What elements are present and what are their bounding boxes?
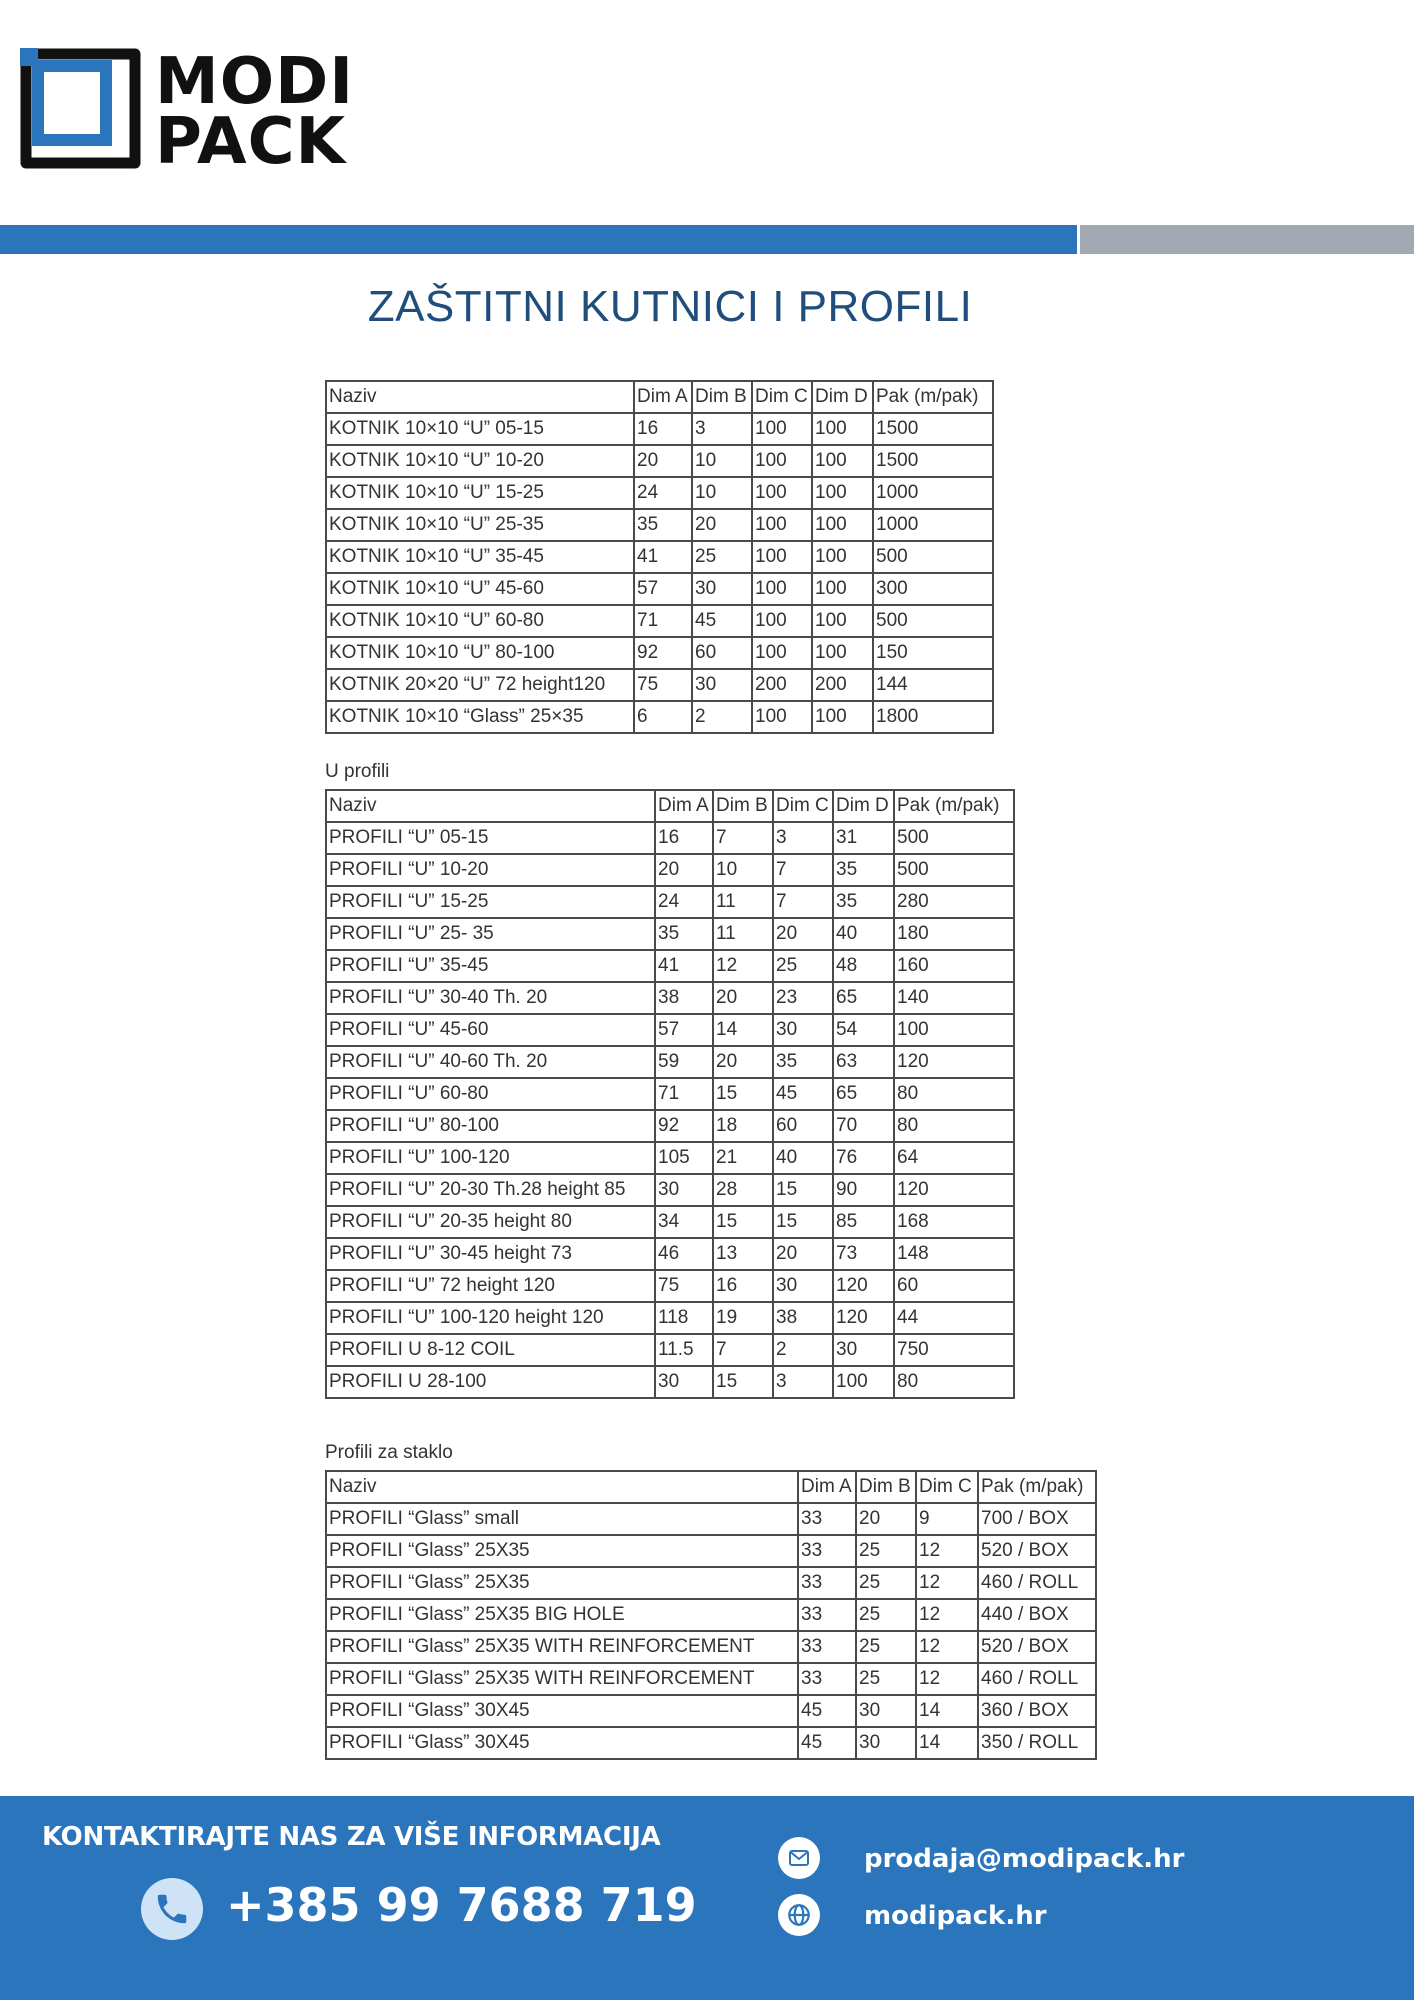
table-cell: 7 <box>713 1334 773 1366</box>
table-cell: 520 / BOX <box>978 1631 1096 1663</box>
table-cell: 30 <box>655 1174 713 1206</box>
table-cell: PROFILI “Glass” 30X45 <box>326 1695 798 1727</box>
table-cell: PROFILI “Glass” 30X45 <box>326 1727 798 1759</box>
table-cell: 120 <box>894 1046 1014 1078</box>
table-cell: 21 <box>713 1142 773 1174</box>
table-cell: 140 <box>894 982 1014 1014</box>
table-cell: 118 <box>655 1302 713 1334</box>
table-cell: 100 <box>752 445 812 477</box>
table-cell: PROFILI “U” 30-45 height 73 <box>326 1238 655 1270</box>
table-row <box>326 1663 1096 1695</box>
website-link[interactable]: modipack.hr <box>864 1901 1047 1931</box>
table-cell: 700 / BOX <box>978 1503 1096 1535</box>
table-cell: 30 <box>856 1727 916 1759</box>
table-cell: 33 <box>798 1663 856 1695</box>
table-cell: KOTNIK 10×10 “U” 35-45 <box>326 541 634 573</box>
table-cell: 35 <box>655 918 713 950</box>
table-cell: 30 <box>833 1334 894 1366</box>
table-cell: 120 <box>833 1302 894 1334</box>
header-band-blue <box>0 225 1077 254</box>
table-cell: KOTNIK 10×10 “U” 45-60 <box>326 573 634 605</box>
email-link[interactable]: prodaja@modipack.hr <box>864 1844 1185 1874</box>
table-row <box>326 573 993 605</box>
column-header: Dim C <box>752 381 812 413</box>
table-cell: 1000 <box>873 477 993 509</box>
logo-mark <box>14 42 147 175</box>
table-cell: 7 <box>773 854 833 886</box>
table-cell: 25 <box>856 1599 916 1631</box>
table-row <box>326 1727 1096 1759</box>
u-profiles-table <box>325 789 1015 1399</box>
column-header: Naziv <box>326 1471 798 1503</box>
table-cell: 100 <box>894 1014 1014 1046</box>
table-cell: 35 <box>773 1046 833 1078</box>
table-cell: 63 <box>833 1046 894 1078</box>
table-cell: 100 <box>812 605 873 637</box>
table-cell: 80 <box>894 1110 1014 1142</box>
table-cell: PROFILI “Glass” 25X35 WITH REINFORCEMENT <box>326 1631 798 1663</box>
table-cell: 350 / ROLL <box>978 1727 1096 1759</box>
table-row <box>326 1366 1014 1398</box>
table-cell: PROFILI “U” 30-40 Th. 20 <box>326 982 655 1014</box>
table-cell: 100 <box>752 605 812 637</box>
table-row <box>326 982 1014 1014</box>
table-cell: 300 <box>873 573 993 605</box>
table-cell: 20 <box>713 1046 773 1078</box>
table-header-row <box>326 1471 1096 1503</box>
table-cell: 20 <box>773 918 833 950</box>
table-cell: PROFILI “U” 45-60 <box>326 1014 655 1046</box>
phone-number[interactable]: +385 99 7688 719 <box>226 1878 697 1932</box>
column-header: Pak (m/pak) <box>873 381 993 413</box>
table-cell: 30 <box>856 1695 916 1727</box>
table-cell: 520 / BOX <box>978 1535 1096 1567</box>
table-row <box>326 605 993 637</box>
table-cell: 30 <box>773 1270 833 1302</box>
table-row <box>326 413 993 445</box>
table-cell: PROFILI “U” 40-60 Th. 20 <box>326 1046 655 1078</box>
table-cell: PROFILI “U” 72 height 120 <box>326 1270 655 1302</box>
table-cell: 10 <box>692 477 752 509</box>
table-cell: 180 <box>894 918 1014 950</box>
table-cell: 41 <box>634 541 692 573</box>
table-cell: 33 <box>798 1631 856 1663</box>
table-row <box>326 445 993 477</box>
table-cell: 12 <box>916 1663 978 1695</box>
table-cell: KOTNIK 10×10 “U” 25-35 <box>326 509 634 541</box>
table-cell: PROFILI “U” 80-100 <box>326 1110 655 1142</box>
table-cell: 1000 <box>873 509 993 541</box>
table-cell: 460 / ROLL <box>978 1567 1096 1599</box>
table-row <box>326 1110 1014 1142</box>
table-cell: 85 <box>833 1206 894 1238</box>
table-cell: 200 <box>812 669 873 701</box>
table-cell: 35 <box>833 854 894 886</box>
table-row <box>326 950 1014 982</box>
table-cell: 65 <box>833 982 894 1014</box>
table-header-row <box>326 381 993 413</box>
column-header: Dim C <box>773 790 833 822</box>
table-row <box>326 1567 1096 1599</box>
table-cell: 75 <box>655 1270 713 1302</box>
table-cell: 25 <box>773 950 833 982</box>
table-cell: 200 <box>752 669 812 701</box>
table-row <box>326 1334 1014 1366</box>
table-cell: 23 <box>773 982 833 1014</box>
table-cell: 100 <box>752 413 812 445</box>
table-cell: 16 <box>655 822 713 854</box>
table-cell: 33 <box>798 1567 856 1599</box>
table-cell: 70 <box>833 1110 894 1142</box>
table-cell: 11 <box>713 886 773 918</box>
table-cell: PROFILI “U” 35-45 <box>326 950 655 982</box>
table-cell: 60 <box>894 1270 1014 1302</box>
table-row <box>326 1695 1096 1727</box>
table-cell: 6 <box>634 701 692 733</box>
table-cell: 7 <box>773 886 833 918</box>
table-row <box>326 541 993 573</box>
table-row <box>326 1174 1014 1206</box>
table-cell: 2 <box>692 701 752 733</box>
table-cell: 160 <box>894 950 1014 982</box>
table-cell: 3 <box>773 1366 833 1398</box>
table-cell: PROFILI “U” 60-80 <box>326 1078 655 1110</box>
table-cell: 120 <box>894 1174 1014 1206</box>
table-cell: 45 <box>773 1078 833 1110</box>
table-row <box>326 1238 1014 1270</box>
table-cell: 20 <box>655 854 713 886</box>
column-header: Naziv <box>326 790 655 822</box>
table-row <box>326 1014 1014 1046</box>
column-header: Dim B <box>713 790 773 822</box>
table-cell: 2 <box>773 1334 833 1366</box>
table-cell: 25 <box>856 1663 916 1695</box>
table-cell: 30 <box>655 1366 713 1398</box>
header-band-gray <box>1080 225 1414 254</box>
table-row <box>326 669 993 701</box>
column-header: Pak (m/pak) <box>894 790 1014 822</box>
table-cell: 33 <box>798 1503 856 1535</box>
table-cell: 65 <box>833 1078 894 1110</box>
footer-heading: KONTAKTIRAJTE NAS ZA VIŠE INFORMACIJA <box>42 1822 661 1852</box>
column-header: Dim B <box>856 1471 916 1503</box>
table-cell: 150 <box>873 637 993 669</box>
table-row <box>326 1599 1096 1631</box>
table-cell: 45 <box>798 1727 856 1759</box>
table-cell: 16 <box>634 413 692 445</box>
table-cell: PROFILI “U” 25- 35 <box>326 918 655 950</box>
table-cell: 38 <box>773 1302 833 1334</box>
mail-icon <box>778 1837 820 1879</box>
table-row <box>326 854 1014 886</box>
table-row <box>326 509 993 541</box>
table-cell: 48 <box>833 950 894 982</box>
table-cell: 25 <box>856 1567 916 1599</box>
table-cell: 24 <box>634 477 692 509</box>
table-cell: 100 <box>812 477 873 509</box>
table-cell: 3 <box>692 413 752 445</box>
table-cell: 15 <box>713 1078 773 1110</box>
phone-icon <box>141 1878 203 1940</box>
table-cell: PROFILI “U” 15-25 <box>326 886 655 918</box>
table-cell: 41 <box>655 950 713 982</box>
table-cell: 33 <box>798 1535 856 1567</box>
table-cell: 92 <box>655 1110 713 1142</box>
table-cell: 1800 <box>873 701 993 733</box>
table-cell: 30 <box>692 573 752 605</box>
column-header: Dim A <box>798 1471 856 1503</box>
table-cell: 12 <box>916 1599 978 1631</box>
table-cell: 9 <box>916 1503 978 1535</box>
table-cell: 14 <box>713 1014 773 1046</box>
table-cell: 105 <box>655 1142 713 1174</box>
table-cell: 100 <box>812 573 873 605</box>
table-cell: 500 <box>894 822 1014 854</box>
table-row <box>326 918 1014 950</box>
table-cell: 15 <box>713 1366 773 1398</box>
table-cell: 14 <box>916 1695 978 1727</box>
table-cell: 35 <box>634 509 692 541</box>
section-label-glass-profiles: Profili za staklo <box>325 1442 453 1463</box>
column-header: Dim A <box>655 790 713 822</box>
table-cell: 100 <box>752 637 812 669</box>
logo-line-1: MODI <box>155 45 355 119</box>
column-header: Dim D <box>812 381 873 413</box>
table-cell: 20 <box>856 1503 916 1535</box>
table-cell: PROFILI “Glass” 25X35 WITH REINFORCEMENT <box>326 1663 798 1695</box>
table-cell: 30 <box>692 669 752 701</box>
table-cell: PROFILI “U” 05-15 <box>326 822 655 854</box>
table-cell: 71 <box>655 1078 713 1110</box>
table-row <box>326 637 993 669</box>
table-cell: KOTNIK 10×10 “Glass” 25×35 <box>326 701 634 733</box>
table-cell: PROFILI “U” 20-35 height 80 <box>326 1206 655 1238</box>
logo-line-2: PACK <box>155 105 347 179</box>
table-cell: KOTNIK 10×10 “U” 60-80 <box>326 605 634 637</box>
table-cell: 280 <box>894 886 1014 918</box>
table-row <box>326 1270 1014 1302</box>
table-cell: 100 <box>812 541 873 573</box>
table-cell: 11 <box>713 918 773 950</box>
table-row <box>326 1046 1014 1078</box>
table-cell: 15 <box>773 1206 833 1238</box>
table-cell: PROFILI “U” 10-20 <box>326 854 655 886</box>
table-cell: 46 <box>655 1238 713 1270</box>
column-header: Dim A <box>634 381 692 413</box>
section-label-u-profiles: U profili <box>325 761 390 782</box>
table-cell: 15 <box>713 1206 773 1238</box>
table-cell: 100 <box>812 637 873 669</box>
table-cell: 40 <box>833 918 894 950</box>
table-cell: 38 <box>655 982 713 1014</box>
table-header-row <box>326 790 1014 822</box>
table-cell: 120 <box>833 1270 894 1302</box>
table-cell: 100 <box>812 413 873 445</box>
table-cell: 3 <box>773 822 833 854</box>
table-cell: 60 <box>773 1110 833 1142</box>
table-row <box>326 1142 1014 1174</box>
table-cell: 100 <box>752 541 812 573</box>
table-row <box>326 1503 1096 1535</box>
table-cell: 71 <box>634 605 692 637</box>
table-cell: 25 <box>692 541 752 573</box>
table-cell: 7 <box>713 822 773 854</box>
table-cell: 148 <box>894 1238 1014 1270</box>
table-cell: 100 <box>833 1366 894 1398</box>
table-cell: 750 <box>894 1334 1014 1366</box>
table-cell: PROFILI “U” 100-120 height 120 <box>326 1302 655 1334</box>
table-cell: KOTNIK 10×10 “U” 10-20 <box>326 445 634 477</box>
table-cell: 73 <box>833 1238 894 1270</box>
table-cell: PROFILI “Glass” 25X35 BIG HOLE <box>326 1599 798 1631</box>
table-cell: 13 <box>713 1238 773 1270</box>
table-cell: 10 <box>692 445 752 477</box>
table-cell: 90 <box>833 1174 894 1206</box>
table-cell: PROFILI “Glass” small <box>326 1503 798 1535</box>
column-header: Dim C <box>916 1471 978 1503</box>
table-row <box>326 1206 1014 1238</box>
column-header: Pak (m/pak) <box>978 1471 1096 1503</box>
table-cell: 100 <box>812 701 873 733</box>
table-cell: PROFILI “Glass” 25X35 <box>326 1567 798 1599</box>
table-cell: 76 <box>833 1142 894 1174</box>
table-cell: 10 <box>713 854 773 886</box>
table-cell: 100 <box>812 509 873 541</box>
table-cell: 100 <box>752 509 812 541</box>
table-row <box>326 701 993 733</box>
table-cell: 11.5 <box>655 1334 713 1366</box>
table-cell: 40 <box>773 1142 833 1174</box>
table-cell: 100 <box>752 573 812 605</box>
table-cell: 12 <box>916 1567 978 1599</box>
table-cell: KOTNIK 10×10 “U” 15-25 <box>326 477 634 509</box>
table-cell: 33 <box>798 1599 856 1631</box>
table-cell: 19 <box>713 1302 773 1334</box>
table-row <box>326 1631 1096 1663</box>
footer <box>0 1796 1414 2000</box>
glass-profiles-table <box>325 1470 1097 1760</box>
table-cell: 75 <box>634 669 692 701</box>
table-cell: 1500 <box>873 413 993 445</box>
column-header: Dim D <box>833 790 894 822</box>
column-header: Naziv <box>326 381 634 413</box>
table-row <box>326 1302 1014 1334</box>
table-cell: 460 / ROLL <box>978 1663 1096 1695</box>
table-cell: 24 <box>655 886 713 918</box>
table-cell: 15 <box>773 1174 833 1206</box>
table-cell: 18 <box>713 1110 773 1142</box>
table-cell: 20 <box>773 1238 833 1270</box>
table-cell: 80 <box>894 1078 1014 1110</box>
table-row <box>326 1535 1096 1567</box>
table-cell: 360 / BOX <box>978 1695 1096 1727</box>
table-cell: 20 <box>692 509 752 541</box>
table-cell: 100 <box>812 445 873 477</box>
table-cell: 440 / BOX <box>978 1599 1096 1631</box>
table-cell: 57 <box>634 573 692 605</box>
table-cell: PROFILI “U” 20-30 Th.28 height 85 <box>326 1174 655 1206</box>
table-cell: PROFILI “Glass” 25X35 <box>326 1535 798 1567</box>
table-cell: 100 <box>752 477 812 509</box>
table-cell: 12 <box>916 1631 978 1663</box>
table-cell: 34 <box>655 1206 713 1238</box>
table-cell: PROFILI U 28-100 <box>326 1366 655 1398</box>
table-cell: 45 <box>798 1695 856 1727</box>
table-cell: PROFILI “U” 100-120 <box>326 1142 655 1174</box>
column-header: Dim B <box>692 381 752 413</box>
table-cell: 144 <box>873 669 993 701</box>
table-cell: 30 <box>773 1014 833 1046</box>
table-cell: 31 <box>833 822 894 854</box>
logo-wordmark <box>155 45 355 179</box>
table-cell: 14 <box>916 1727 978 1759</box>
table-cell: 35 <box>833 886 894 918</box>
table-cell: 500 <box>873 605 993 637</box>
table-cell: 64 <box>894 1142 1014 1174</box>
table-cell: 500 <box>873 541 993 573</box>
table-cell: 60 <box>692 637 752 669</box>
table-cell: 100 <box>752 701 812 733</box>
page-title: ZAŠTITNI KUTNICI I PROFILI <box>367 282 973 331</box>
table-cell: 20 <box>634 445 692 477</box>
table-row <box>326 477 993 509</box>
table-cell: 12 <box>916 1535 978 1567</box>
table-cell: KOTNIK 10×10 “U” 05-15 <box>326 413 634 445</box>
table-cell: 44 <box>894 1302 1014 1334</box>
table-cell: 12 <box>713 950 773 982</box>
corner-protectors-table <box>325 380 994 734</box>
globe-icon <box>778 1894 820 1936</box>
table-cell: 500 <box>894 854 1014 886</box>
table-cell: 59 <box>655 1046 713 1078</box>
table-cell: 80 <box>894 1366 1014 1398</box>
table-cell: 16 <box>713 1270 773 1302</box>
table-cell: 54 <box>833 1014 894 1046</box>
table-row <box>326 1078 1014 1110</box>
table-cell: KOTNIK 10×10 “U” 80-100 <box>326 637 634 669</box>
table-cell: 25 <box>856 1535 916 1567</box>
table-cell: 25 <box>856 1631 916 1663</box>
table-cell: KOTNIK 20×20 “U” 72 height120 <box>326 669 634 701</box>
table-row <box>326 886 1014 918</box>
table-cell: 57 <box>655 1014 713 1046</box>
table-cell: 1500 <box>873 445 993 477</box>
table-cell: 20 <box>713 982 773 1014</box>
table-cell: PROFILI U 8-12 COIL <box>326 1334 655 1366</box>
table-cell: 28 <box>713 1174 773 1206</box>
table-cell: 45 <box>692 605 752 637</box>
table-cell: 92 <box>634 637 692 669</box>
table-row <box>326 822 1014 854</box>
table-cell: 168 <box>894 1206 1014 1238</box>
